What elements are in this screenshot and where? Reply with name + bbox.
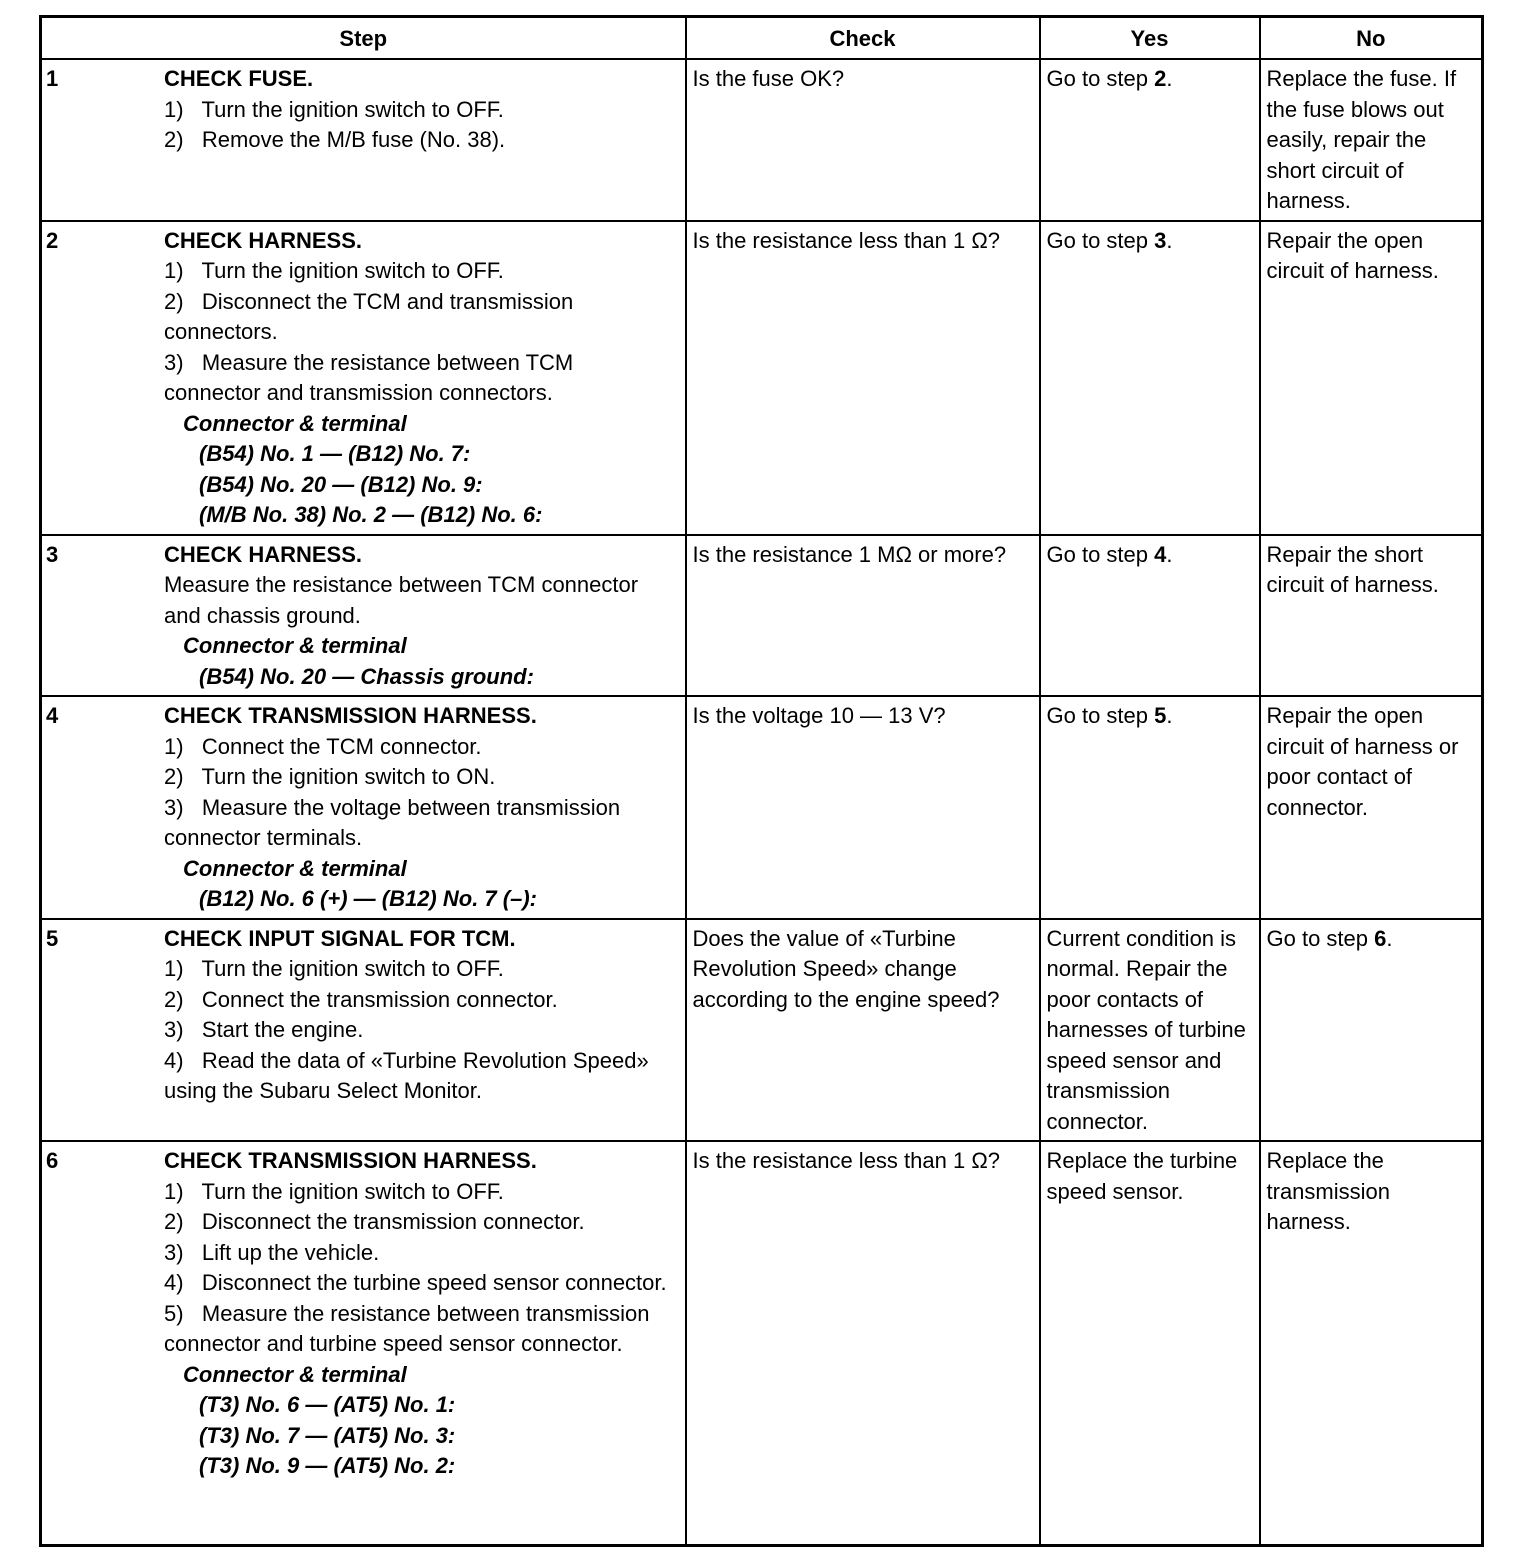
connector-terminal-label: Connector & terminal [183, 855, 407, 881]
connector-terminal-pair: (T3) No. 6 — (AT5) No. 1: [199, 1392, 456, 1417]
yes-text: Go to step [1046, 541, 1155, 567]
yes-text-suffix: . [1166, 541, 1173, 567]
table-row [41, 59, 1483, 221]
yes-text-suffix: . [1166, 703, 1173, 728]
connector-terminal-pair: (T3) No. 9 — (AT5) No. 2: [199, 1453, 456, 1478]
yes-text: Replace the turbine speed sensor. [1046, 1148, 1238, 1204]
step-title: CHECK HARNESS. [164, 541, 363, 567]
header-check: Check [686, 17, 1040, 60]
connector-terminal-pair: (B54) No. 20 — (B12) No. 9: [199, 471, 483, 497]
yes-step-number: 2 [1154, 66, 1167, 91]
step-number: 5 [46, 925, 59, 951]
yes-cell [1040, 221, 1260, 535]
connector-terminal-pair: (B12) No. 6 (+) — (B12) No. 7 (–): [199, 886, 537, 911]
table-row [41, 221, 1483, 535]
step-instruction: 3) Measure the resistance between TCM connector and transmission connectors. [164, 349, 580, 405]
step-instruction: 1) Turn the ignition switch to OFF. [164, 1178, 504, 1204]
step-instruction: 2) Disconnect the transmission connector. [164, 1209, 585, 1234]
step-instruction: 5) Measure the resistance between transmission connector and turbine speed sensor connector. [164, 1300, 656, 1356]
diagnostic-table [39, 15, 1484, 1547]
no-text: Go to step [1266, 925, 1375, 951]
header-row [41, 17, 1483, 60]
yes-text-suffix: . [1166, 227, 1173, 253]
step-instruction: 2) Turn the ignition switch to ON. [164, 764, 496, 789]
no-cell [1260, 919, 1483, 1142]
yes-cell [1040, 535, 1260, 697]
connector-terminal-label: Connector & terminal [183, 633, 407, 658]
yes-cell [1040, 919, 1260, 1142]
step-instruction: 2) Connect the transmission connector. [164, 986, 558, 1012]
step-instruction: 2) Disconnect the TCM and transmission connectors. [164, 288, 580, 344]
step-title: CHECK HARNESS. [164, 227, 363, 253]
table-row [41, 696, 1483, 919]
step-instruction: 3) Lift up the vehicle. [164, 1239, 380, 1265]
connector-terminal-pair: (M/B No. 38) No. 2 — (B12) No. 6: [199, 502, 543, 527]
yes-step-number: 3 [1154, 227, 1167, 253]
step-title: CHECK TRANSMISSION HARNESS. [164, 1148, 537, 1173]
check-cell: Is the voltage 10 — 13 V? [686, 696, 1040, 919]
step-number: 4 [46, 703, 59, 728]
step-instruction: 4) Disconnect the turbine speed sensor connector. [164, 1270, 667, 1295]
step-cell [41, 696, 686, 919]
yes-step-number: 5 [1154, 703, 1167, 728]
header-step: Step [41, 17, 686, 60]
step-body [164, 701, 674, 915]
yes-text: Go to step [1046, 66, 1155, 91]
header-no: No [1260, 17, 1483, 60]
no-step-number: 6 [1374, 925, 1387, 951]
connector-terminal-pair: (B54) No. 1 — (B12) No. 7: [199, 441, 471, 466]
yes-text-suffix: . [1166, 66, 1173, 91]
step-instruction: 3) Measure the voltage between transmission connector terminals. [164, 794, 627, 850]
step-instruction: 1) Turn the ignition switch to OFF. [164, 956, 504, 981]
step-body [164, 1146, 674, 1482]
step-cell [41, 535, 686, 697]
no-text-suffix: . [1386, 925, 1393, 951]
step-body [164, 64, 674, 156]
header-yes: Yes [1040, 17, 1260, 60]
step-number: 3 [46, 541, 59, 567]
step-instruction: Measure the resistance between TCM connector and chassis ground. [164, 572, 645, 628]
no-cell: Repair the open circuit of harness or poor contact of connector. [1260, 696, 1483, 919]
step-title: CHECK TRANSMISSION HARNESS. [164, 703, 537, 728]
check-cell: Is the fuse OK? [686, 59, 1040, 221]
no-cell: Replace the fuse. If the fuse blows out easily, repair the short circuit of harness. [1260, 59, 1483, 221]
step-instruction: 3) Start the engine. [164, 1017, 364, 1042]
step-cell [41, 1141, 686, 1545]
step-cell [41, 59, 686, 221]
yes-cell [1040, 59, 1260, 221]
step-instruction: 2) Remove the M/B fuse (No. 38). [164, 127, 506, 152]
yes-text: Go to step [1046, 703, 1155, 728]
check-cell: Is the resistance 1 MΩ or more? [686, 535, 1040, 697]
connector-terminal-label: Connector & terminal [183, 410, 407, 436]
table-row [41, 1141, 1483, 1545]
step-instruction: 1) Connect the TCM connector. [164, 733, 482, 759]
step-title: CHECK FUSE. [164, 66, 314, 91]
step-instruction: 1) Turn the ignition switch to OFF. [164, 258, 504, 283]
check-cell: Is the resistance less than 1 Ω? [686, 221, 1040, 535]
yes-text: Current condition is normal. Repair the poor contacts of harnesses of turbine speed sensor and transmission connector. [1046, 925, 1246, 1134]
step-instruction: 4) Read the data of «Turbine Revolution Speed» using the Subaru Select Monitor. [164, 1047, 655, 1103]
check-cell: Does the value of «Turbine Revolution Speed» change according to the engine speed? [686, 919, 1040, 1142]
yes-cell [1040, 1141, 1260, 1545]
step-body [164, 226, 674, 531]
step-body [164, 924, 674, 1107]
step-cell [41, 919, 686, 1142]
yes-text: Go to step [1046, 227, 1155, 253]
table-row [41, 535, 1483, 697]
step-instruction: 1) Turn the ignition switch to OFF. [164, 96, 504, 122]
step-cell [41, 221, 686, 535]
step-number: 1 [46, 66, 59, 91]
table-row [41, 919, 1483, 1142]
step-title: CHECK INPUT SIGNAL FOR TCM. [164, 925, 516, 951]
step-number: 2 [46, 227, 59, 253]
connector-terminal-pair: (B54) No. 20 — Chassis ground: [199, 663, 534, 689]
connector-terminal-pair: (T3) No. 7 — (AT5) No. 3: [199, 1422, 456, 1448]
connector-terminal-label: Connector & terminal [183, 1361, 407, 1387]
step-number: 6 [46, 1148, 59, 1173]
step-body [164, 540, 674, 693]
check-cell: Is the resistance less than 1 Ω? [686, 1141, 1040, 1545]
no-cell: Replace the transmission harness. [1260, 1141, 1483, 1545]
yes-step-number: 4 [1154, 541, 1167, 567]
no-cell: Repair the short circuit of harness. [1260, 535, 1483, 697]
no-cell: Repair the open circuit of harness. [1260, 221, 1483, 535]
yes-cell [1040, 696, 1260, 919]
